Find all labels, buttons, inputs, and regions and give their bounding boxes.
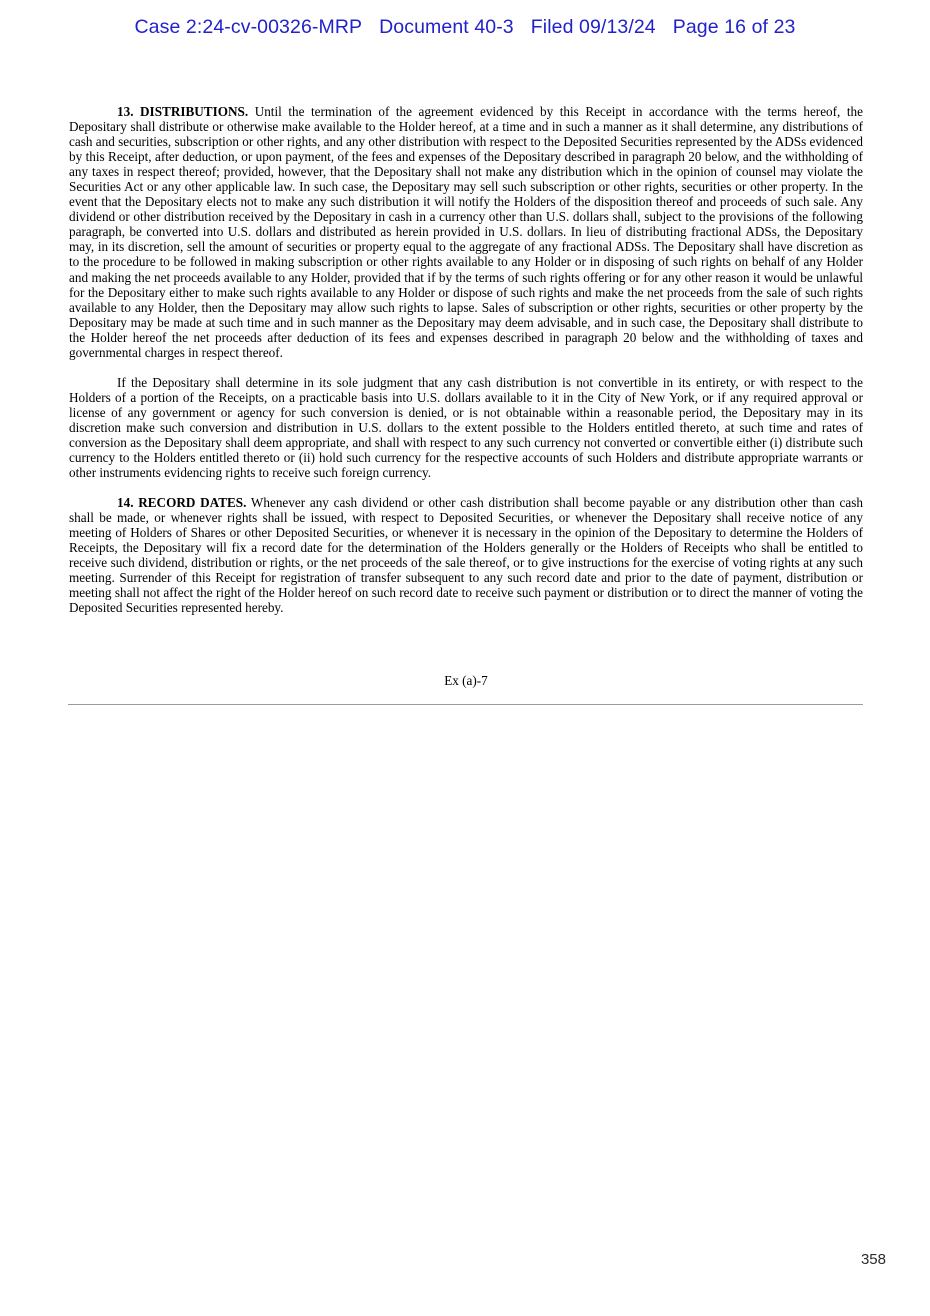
- ecf-page-label: Page 16 of 23: [672, 16, 796, 38]
- section-text-continuation: If the Depositary shall determine in its sole judgment that any cash distribution is not convertible in its entirety, or with respect to the Holders of a portion of the Receipts, on a practicable basis into U.S. dollars available to it in the City of New York, or if any required approval or license of any government or agency for such conversion is denied, or is not obtainable within a reasonable period, the Depositary may in its discretion make such conversion and distribution in U.S. dollars to the extent possible to the Holders entitled thereto, at such time and rates of conversion as the Depositary shall deem appropriate, and shall with respect to any such currency not converted or convertible either (i) distribute such currency to the Holders entitled thereto or (ii) hold such currency for the respective accounts of such Holders and distribute appropriate warrants or other instruments evidencing rights to receive such foreign currency.: [69, 374, 863, 481]
- paragraph-record-dates: [69, 495, 863, 615]
- ecf-header-stamp: [0, 16, 930, 39]
- paragraph-distributions: [69, 104, 863, 360]
- ecf-filed-date: Filed 09/13/24: [530, 16, 656, 38]
- section-heading-13: 13. DISTRIBUTIONS.: [117, 104, 249, 119]
- document-body: [69, 104, 863, 616]
- section-text-14: Whenever any cash dividend or other cash distribution shall become payable or any distribution other than cash shall be made, or whenever rights shall be issued, with respect to Deposited Securities, or whenever the Depositary shall receive notice of any meeting of Holders of Shares or other Deposited Securities, or whenever it is necessary in the opinion of the Depositary to determine the Holders of Receipts, the Depositary will fix a record date for the determination of the Holders generally or the Holders of Receipts who shall be entitled to receive such dividend, distribution or rights, or the net proceeds of the sale thereof, or to give instructions for the exercise of voting rights at any such meeting. Surrender of this Receipt for registration of transfer subsequent to any such record date and prior to the date of payment, distribution or meeting shall not affect the right of the Holder hereof on such record date to receive such payment or distribution or to direct the manner of voting the Deposited Securities represented hereby.: [69, 495, 863, 616]
- paragraph-currency-conversion: [69, 375, 863, 480]
- footer-divider: [68, 704, 863, 705]
- section-text-13: Until the termination of the agreement evidenced by this Receipt in accordance with the terms hereof, the Depositary shall distribute or otherwise make available to the Holder hereof, at a time and in such a manner as it shall determine, any distributions of cash and securities, subscription or other rights, and any other distribution with respect to the Deposited Securities represented by the ADSs evidenced by this Receipt, after deduction, or upon payment, of the fees and expenses of the Depositary described in paragraph 20 below, and the withholding of any taxes in respect thereof; provided, however, that the Depositary shall not make any distribution which in the opinion of counsel may violate the Securities Act or any other applicable law. In such case, the Depositary may sell such subscription or other rights, securities or other property. In the event that the Depositary elects not to make any such distribution it will notify the Holders of the disposition thereof and proceeds of such sale. Any dividend or other distribution received by the Depositary in cash in a currency other than U.S. dollars shall, subject to the provisions of the following paragraph, be converted into U.S. dollars and distributed as herein provided in U.S. dollars. In lieu of distributing fractional ADSs, the Depositary may, in its discretion, sell the amount of securities or property equal to the aggregate of any fractional ADSs. The Depositary shall have discretion as to the procedure to be followed in making subscription or other rights available to any Holder or in disposing of such rights on behalf of any Holder and making the net proceeds available to any Holder, provided that if by the terms of such rights offering or for any other reason it would be unlawful for the Depositary either to make such rights available to any Holder or dispose of such rights and make the net proceeds from the sale of such rights available to any Holder, then the Depositary may allow such rights to lapse. Sales of subscription or other rights, securities or other property by the Depositary may be made at such time and in such manner as the Depositary may deem advisable, and in such case, the Depositary shall distribute to the Holder hereof the net proceeds after deduction of its fees and expenses described in paragraph 20 below and the withholding of taxes and governmental charges in respect thereof.: [69, 104, 863, 360]
- exhibit-marker: Ex (a)-7: [444, 673, 488, 688]
- section-heading-14: 14. RECORD DATES.: [117, 495, 247, 511]
- ecf-document-number: Document 40-3: [379, 16, 514, 38]
- ecf-case-number: Case 2:24-cv-00326-MRP: [134, 16, 363, 38]
- bates-stamp: 358: [860, 1251, 886, 1268]
